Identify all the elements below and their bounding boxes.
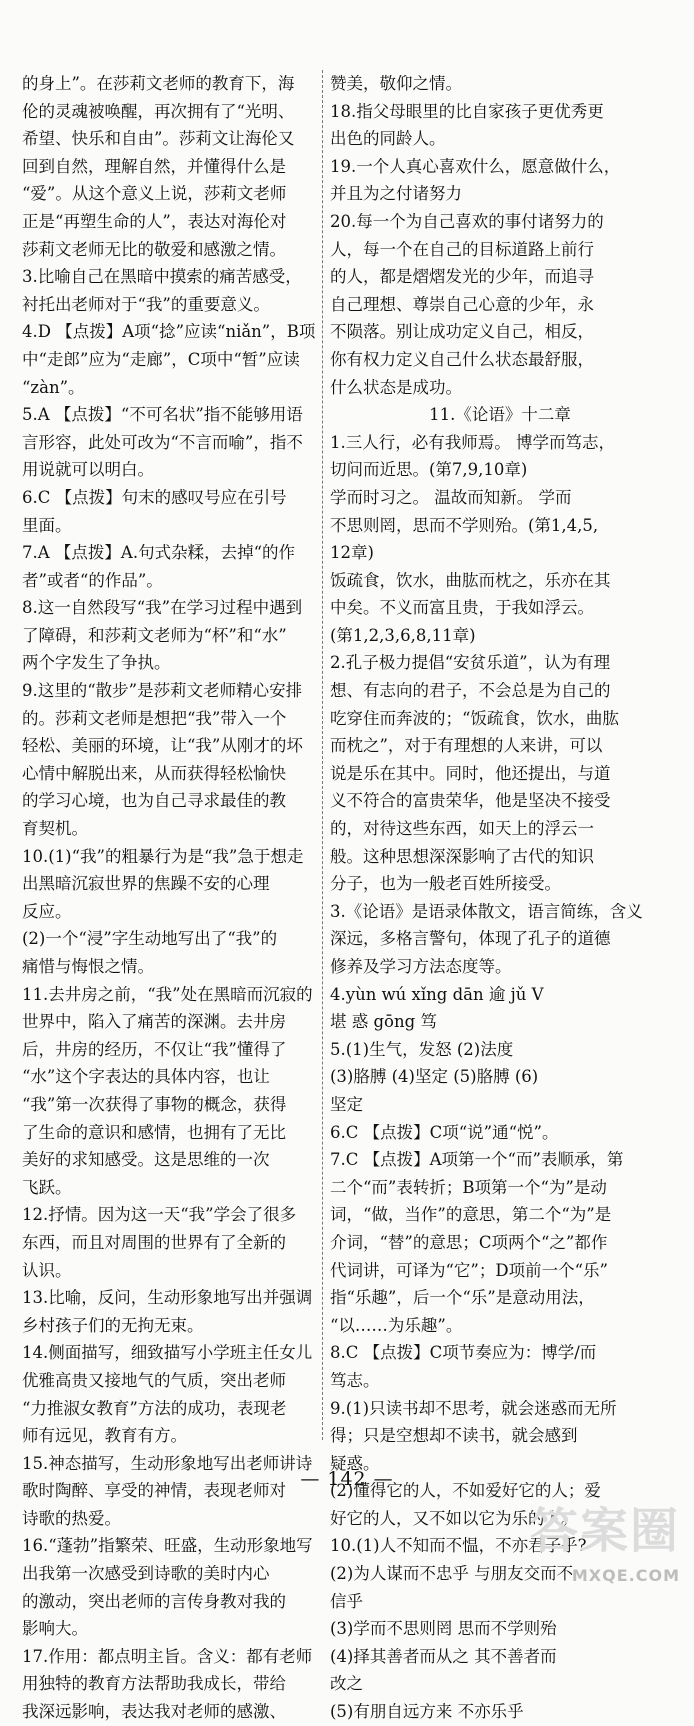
answer-line: 得；只是空想却不读书，就会感到 xyxy=(330,1426,578,1446)
answer-line: 的学习心境，也为自己寻求最佳的教 xyxy=(22,791,286,811)
answer-line: 赞美，敬仰之情。 xyxy=(330,74,462,93)
answer-line: 心情中解脱出来，从而获得轻松愉快 xyxy=(22,763,286,783)
answer-line: 不陨落。别让成功定义自己，相反， xyxy=(330,322,594,342)
answer-line: 你有权力定义自己什么状态最舒服， xyxy=(330,349,594,369)
answer-line: (3)学而不思则罔 思而不学则殆 xyxy=(330,1619,557,1639)
answer-line: 19.一个人真心喜欢什么，愿意做什么， xyxy=(330,156,621,176)
answer-line: 切问而近思。(第7,9,10章) xyxy=(330,460,528,480)
answer-line: 的，对待这些东西，如天上的浮云一 xyxy=(330,819,594,839)
answer-line: 乡村孩子们的无拘无束。 xyxy=(22,1315,204,1335)
answer-line: 坚定 xyxy=(330,1094,363,1114)
answer-line: 1.三人行，必有我师焉。 博学而笃志， xyxy=(330,432,615,452)
answer-line: 莎莉文老师无比的敬爱和感激之情。 xyxy=(22,239,286,259)
answer-line: 的人，都是熠熠发光的少年，而追寻 xyxy=(330,267,594,287)
answer-line: 指“乐趣”，后一个“乐”是意动用法， xyxy=(330,1288,595,1308)
answer-line: 2.孔子极力提倡“安贫乐道”，认为有理 xyxy=(330,653,611,673)
answer-line: (3)胳膊 (4)坚定 (5)胳膊 (6) xyxy=(330,1067,539,1087)
answer-line: 中矣。不义而富且贵，于我如浮云。 xyxy=(330,598,594,618)
answer-line: “力推淑女教育”方法的成功，表现老 xyxy=(22,1398,287,1418)
answer-line: 回到自然，理解自然，并懂得什么是 xyxy=(22,156,286,176)
answer-line: 深远，多格言警句，体现了孔子的道德 xyxy=(330,929,611,949)
answer-line: (2)一个“浸”字生动地写出了“我”的 xyxy=(22,929,278,949)
answer-line: 5.A 【点拨】“不可名状”指不能够用语 xyxy=(22,405,303,425)
answer-line: 优雅高贵又接地气的气质，突出老师 xyxy=(22,1370,286,1390)
answer-line: 12.抒情。因为这一天“我”学会了很多 xyxy=(22,1205,297,1225)
answer-line: 我深远影响，表达我对老师的感激、 xyxy=(22,1702,286,1722)
answer-line: 10.(1)人不知而不愠，不亦君子乎? xyxy=(330,1536,587,1556)
answer-line: “爱”。从这个意义上说，莎莉文老师 xyxy=(22,184,287,204)
answer-line: 出色的同龄人。 xyxy=(330,129,446,149)
answer-line: 轻松、美丽的环境，让“我”从刚才的坏 xyxy=(22,736,303,756)
answer-line: 堪 惑 gōng 笃 xyxy=(330,1012,437,1032)
answer-line: 人，每一个在自己的目标道路上前行 xyxy=(330,239,594,259)
answer-line: 言形容，此处可改为“不言而喻”，指不 xyxy=(22,432,303,452)
answer-line: 16.“蓬勃”指繁荣、旺盛，生动形象地写 xyxy=(22,1536,313,1556)
answer-line: 诗歌的热爱。 xyxy=(22,1508,121,1528)
answer-line: 痛惜与悔恨之情。 xyxy=(22,957,154,976)
answer-line: “我”第一次获得了事物的概念，获得 xyxy=(22,1094,287,1114)
answer-line: 学而时习之。 温故而知新。 学而 xyxy=(330,487,572,507)
answer-line: 10.(1)“我”的粗暴行为是“我”急于想走 xyxy=(22,846,304,866)
answer-line: 6.C 【点拨】C项“说”通“悦”。 xyxy=(330,1122,559,1142)
answer-line: 4.D 【点拨】A项“捻”应读“niǎn”，B项 xyxy=(22,322,316,342)
answer-line: 反应。 xyxy=(22,901,72,921)
page-number: — 142 — xyxy=(300,1468,394,1490)
answer-line: 13.比喻，反问，生动形象地写出并强调 xyxy=(22,1288,313,1308)
answer-line: 9.(1)只读书却不思考，就会迷惑而无所 xyxy=(330,1398,617,1418)
answer-line: 饭疏食，饮水，曲肱而枕之，乐亦在其 xyxy=(330,570,611,590)
answer-line: 出我第一次感受到诗歌的美时内心 xyxy=(22,1564,270,1584)
answer-line: 8.C 【点拨】C项节奏应为：博学/而 xyxy=(330,1343,597,1363)
answer-line: 般。这种思想深深影响了古代的知识 xyxy=(330,846,594,866)
answer-line: (4)择其善者而从之 其不善者而 xyxy=(330,1646,557,1666)
answer-line: 的身上”。在莎莉文老师的教育下，海 xyxy=(22,74,295,93)
answer-line: 了障碍，和莎莉文老师为“杯”和“水” xyxy=(22,625,287,645)
answer-line: 17.作用：都点明主旨。含义：都有老师 xyxy=(22,1646,313,1666)
answer-line: 衬托出老师对于“我”的重要意义。 xyxy=(22,294,270,314)
answer-line: 东西，而且对周围的世界有了全新的 xyxy=(22,1232,286,1252)
answer-line: 自己理想、尊崇自己心意的少年，永 xyxy=(330,294,594,314)
answer-line: 4.yùn wú xǐng dān 逾 jǔ V xyxy=(330,984,544,1004)
answer-line: 歌时陶醉、享受的神情，表现老师对 xyxy=(22,1481,286,1501)
answer-line: 11.去井房之前，“我”处在黑暗而沉寂的 xyxy=(22,984,313,1004)
answer-line: 影响大。 xyxy=(22,1619,88,1639)
answer-line: 认识。 xyxy=(22,1260,72,1280)
right-top-answers xyxy=(330,70,670,401)
answer-line: 15.神态描写，生动形象地写出老师讲诗 xyxy=(22,1453,313,1473)
answer-line: 希望、快乐和自由”。莎莉文让海伦又 xyxy=(22,129,295,149)
section-title: 11.《论语》十二章 xyxy=(429,405,571,425)
answer-line: 美好的求知感受。这是思维的一次 xyxy=(22,1150,270,1170)
answer-line: 飞跃。 xyxy=(22,1177,72,1197)
answer-line: 3.《论语》是语录体散文，语言简练，含义 xyxy=(330,901,643,921)
answer-line: (2)为人谋而不忠乎 与朋友交而不 xyxy=(330,1564,574,1584)
answer-line: (5)有朋自远方来 不亦乐乎 xyxy=(330,1702,524,1722)
answer-line: (2)懂得它的人，不如爱好它的人；爱 xyxy=(330,1481,601,1501)
answer-line: 介词，“替”的意思；C项两个“之”都作 xyxy=(330,1232,608,1252)
answer-line: 正是“再塑生命的人”，表达对海伦对 xyxy=(22,211,287,231)
answer-line: 两个字发生了争执。 xyxy=(22,653,171,673)
answer-line: 14.侧面描写，细致描写小学班主任女儿 xyxy=(22,1343,313,1363)
answer-line: 代词讲，可译为“它”；D项前一个“乐” xyxy=(330,1260,608,1280)
answer-line: 信乎 xyxy=(330,1591,363,1611)
watermark-logo: 答案圈 xyxy=(529,1503,680,1559)
answer-line: “水”这个字表达的具体内容，也让 xyxy=(22,1067,270,1087)
answer-line: 吃穿住而奔波的；“饭疏食，饮水，曲肱 xyxy=(330,708,619,728)
answer-line: 里面。 xyxy=(22,515,72,535)
answer-line: 18.指父母眼里的比自家孩子更优秀更 xyxy=(330,101,604,121)
answer-line: 什么状态是成功。 xyxy=(330,377,462,397)
answer-line: 想、有志向的君子，不会总是为自己的 xyxy=(330,681,611,701)
answer-line: 用说就可以明白。 xyxy=(22,460,154,480)
answer-line: 6.C 【点拨】句末的感叹号应在引号 xyxy=(22,487,287,507)
answer-line: 8.这一自然段写“我”在学习过程中遇到 xyxy=(22,598,303,618)
answer-line: 中“走郎”应为“走廊”，C项中“暂”应读 xyxy=(22,349,300,369)
answer-line: 好它的人，又不如以它为乐的人。 xyxy=(330,1508,578,1528)
answer-line: 后，井房的经历，不仅让“我”懂得了 xyxy=(22,1039,287,1059)
answer-line: 而枕之”，对于有理想的人来讲，可以 xyxy=(330,736,603,756)
watermark-url: MXQE.COM xyxy=(571,1566,680,1585)
answer-line: 12章) xyxy=(330,543,374,563)
answer-line: 的激动，突出老师的言传身教对我的 xyxy=(22,1591,286,1611)
answer-line: 世界中，陷入了痛苦的深渊。去井房 xyxy=(22,1012,286,1032)
answer-line: 并且为之付诸努力 xyxy=(330,184,462,204)
answer-line: 笃志。 xyxy=(330,1370,380,1390)
answer-line: 疑惑。 xyxy=(330,1453,380,1473)
answer-line: 的。莎莉文老师是想把“我”带入一个 xyxy=(22,708,287,728)
answer-line: 7.C 【点拨】A项第一个“而”表顺承，第 xyxy=(330,1150,624,1170)
answer-line: 不思则罔，思而不学则殆。(第1,4,5, xyxy=(330,515,599,535)
answer-line: 9.这里的“散步”是莎莉文老师精心安排 xyxy=(22,681,303,701)
answer-line: “zàn”。 xyxy=(22,377,85,397)
answer-line: 师有远见，教育有方。 xyxy=(22,1426,187,1446)
answer-line: 分子，也为一般老百姓所接受。 xyxy=(330,874,561,894)
answer-line: (第1,2,3,6,8,11章) xyxy=(330,625,476,645)
answer-line: 词，“做，当作”的意思，第二个“为”是 xyxy=(330,1205,612,1225)
answer-line: 伦的灵魂被唤醒，再次拥有了“光明、 xyxy=(22,101,295,121)
watermark xyxy=(484,1490,684,1590)
answer-line: 了生命的意识和感情，也拥有了无比 xyxy=(22,1122,286,1142)
answer-line: 者”或者“的作品”。 xyxy=(22,570,163,590)
answer-line: 20.每一个为自己喜欢的事付诸努力的 xyxy=(330,211,604,231)
answer-line: 育契机。 xyxy=(22,819,88,839)
answer-line: 二个“而”表转折；B项第一个“为”是动 xyxy=(330,1177,607,1197)
answer-line: 5.(1)生气，发怒 (2)法度 xyxy=(330,1039,514,1059)
answer-line: 7.A 【点拨】A.句式杂糅，去掉“的作 xyxy=(22,543,295,563)
answer-line: 修养及学习方法态度等。 xyxy=(330,957,512,976)
answer-line: 说是乐在其中。同时，他还提出，与道 xyxy=(330,763,611,783)
answer-line: 用独特的教育方法帮助我成长，带给 xyxy=(22,1674,286,1694)
answer-line: 3.比喻自己在黑暗中摸索的痛苦感受， xyxy=(22,267,302,287)
answer-line: 义不符合的富贵荣华，他是坚决不接受 xyxy=(330,791,611,811)
answer-line: 改之 xyxy=(330,1674,363,1694)
column-divider xyxy=(322,70,323,1440)
answer-line: 出黑暗沉寂世界的焦躁不安的心理 xyxy=(22,874,270,894)
answer-line: “以……为乐趣”。 xyxy=(330,1315,463,1335)
